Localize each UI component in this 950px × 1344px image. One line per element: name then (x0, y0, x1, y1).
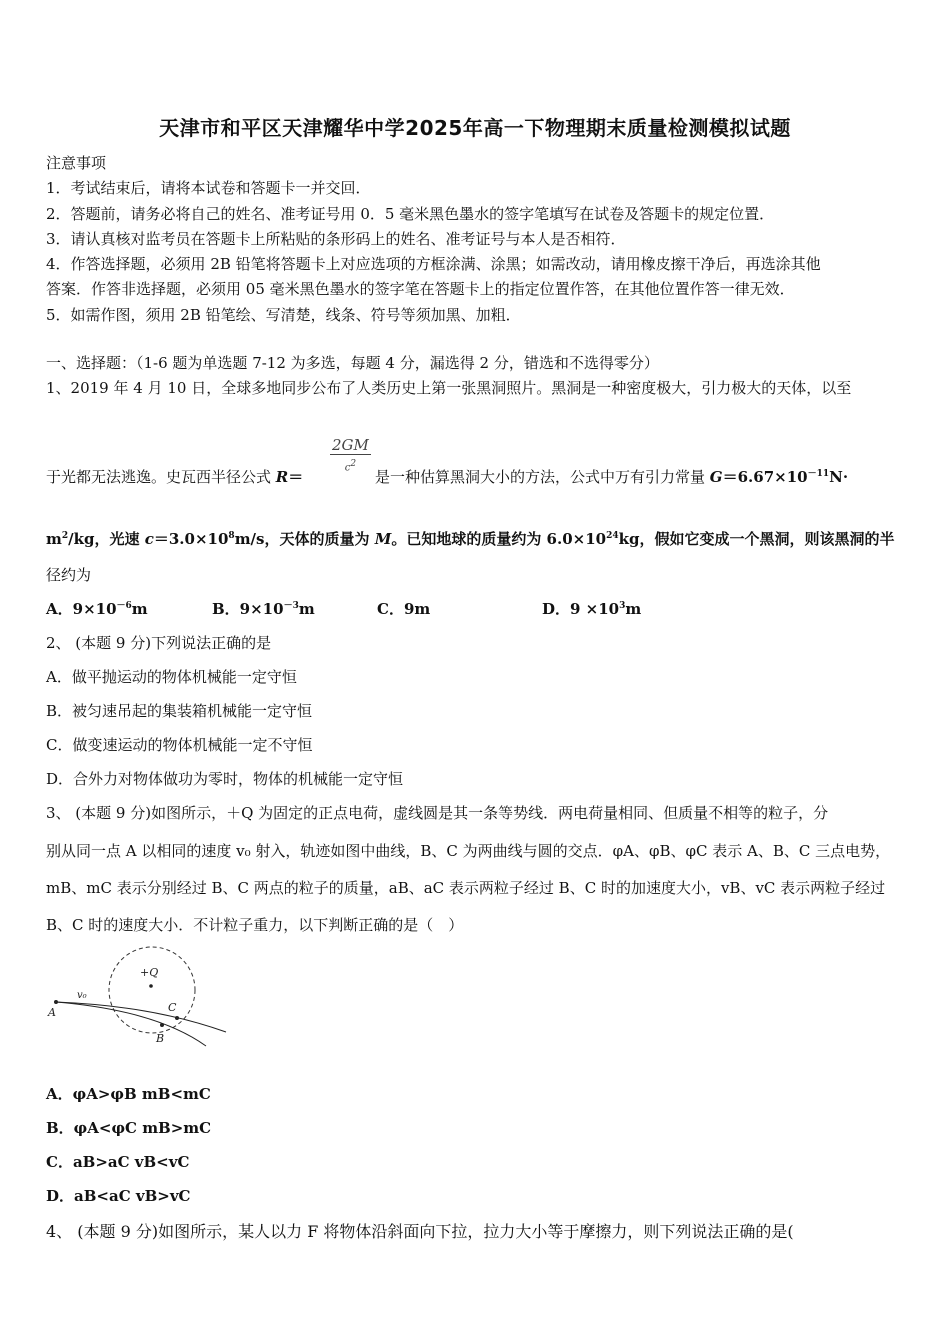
q1-stem-line1: 1、2019 年 4 月 10 日，全球多地同步公布了人类历史上第一张黑洞照片。黑洞是一种密度极大，引力极大的天体，以至 (46, 379, 852, 397)
q3-option-d[interactable]: D．aB<aC vB>vC (46, 1187, 191, 1205)
page-title: 天津市和平区天津耀华中学2025年高一下物理期末质量检测模拟试题 (159, 116, 791, 140)
notice-item: 2．答题前，请务必将自己的姓名、准考证号用 0．5 毫米黑色墨水的签字笔填写在试卷及答题卡的规定位置． (46, 205, 775, 223)
q2-option-b[interactable]: B．被匀速吊起的集装箱机械能一定守恒 (46, 702, 313, 720)
q3-option-a[interactable]: A．φA>φB mB<mC (46, 1085, 211, 1103)
q1-stem-line2b: 是一种估算黑洞大小的方法，公式中万有引力常量 $G=6.67\times 10^{-11}N\cdot$ (375, 468, 849, 486)
q2-option-a[interactable]: A．做平抛运动的物体机械能一定守恒 (46, 668, 297, 686)
label-a: A (48, 1006, 56, 1019)
q3-option-c[interactable]: C．aB>aC vB<vC (46, 1153, 190, 1171)
q2-stem: 2、 (本题 9 分)下列说法正确的是 (46, 634, 272, 652)
notice-item: 1．考试结束后，请将本试卷和答题卡一并交回． (46, 179, 371, 197)
notice-heading: 注意事项 (46, 154, 107, 172)
q1-stem-line2a: 于光都无法逃逸。史瓦西半径公式 R＝ (46, 468, 304, 486)
notice-item: 4．作答选择题，必须用 2B 铅笔将答题卡上对应选项的方框涂满、涂黑；如需改动，请用橡皮擦干净后，再选涂其他 (46, 255, 821, 273)
q2-option-d[interactable]: D．合外力对物体做功为零时，物体的机械能一定守恒 (46, 770, 404, 788)
q2-option-c[interactable]: C．做变速运动的物体机械能一定不守恒 (46, 736, 313, 754)
point-b (160, 1023, 164, 1027)
label-c: C (168, 1001, 177, 1014)
trajectory-c (56, 1002, 226, 1032)
q3-figure (44, 946, 234, 1051)
point-a (54, 1000, 58, 1004)
q1-option-b[interactable]: B．$9\times 10^{-3}m$ (212, 600, 315, 618)
q1-stem-line3: $m^2/kg$，光速 $c=3.0\times 10^8m/s$，天体的质量为 M。已知地球的质量约为 $6.0\times 10^{24}kg$，假如它变成一个黑洞，则该黑洞的半 (46, 530, 895, 548)
q3-stem-line3: mB、mC 表示分别经过 B、C 两点的粒子的质量，aB、aC 表示两粒子经过 B、C 时的加速度大小，vB、vC 表示两粒子经过 (46, 879, 886, 897)
section-heading: 一、选择题：（1-6 题为单选题 7-12 为多选，每题 4 分，漏选得 2 分，错选和不选得零分） (46, 354, 659, 372)
schwarzschild-formula: 2GM $c^2$ (332, 436, 369, 474)
q1-option-a[interactable]: A．$9\times 10^{-6}m$ (46, 600, 148, 618)
q3-stem-line2: 别从同一点 A 以相同的速度 v₀ 射入，轨迹如图中曲线，B、C 为两曲线与圆的交点．φA、φB、φC 表示 A、B、C 三点电势， (46, 842, 891, 860)
point-c (175, 1016, 179, 1020)
q4-stem: 4、 (本题 9 分)如图所示，某人以力 F 将物体沿斜面向下拉，拉力大小等于摩擦力，则下列说法正确的是( (46, 1222, 794, 1241)
notice-item: 5．如需作图，须用 2B 铅笔绘、写清楚，线条、符号等须加黑、加粗． (46, 306, 521, 324)
charge-label: +Q (140, 966, 159, 979)
q1-stem-line4: 径约为 (46, 566, 92, 584)
notice-item: 答案．作答非选择题，必须用 05 毫米黑色墨水的签字笔在答题卡上的指定位置作答，在其他位置作答一律无效． (46, 280, 795, 298)
q1-option-d[interactable]: D．$9 \times 10^3m$ (542, 600, 642, 618)
q1-option-c[interactable]: C．9m (377, 600, 431, 618)
notice-item: 3．请认真核对监考员在答题卡上所粘贴的条形码上的姓名、准考证号与本人是否相符． (46, 230, 626, 248)
label-v0: v₀ (77, 990, 87, 1001)
q3-stem-line1: 3、 (本题 9 分)如图所示，＋Q 为固定的正点电荷，虚线圆是其一条等势线．两电荷量相同、但质量不相等的粒子，分 (46, 804, 829, 822)
point-charge (149, 984, 153, 988)
q3-stem-line4: B、C 时的速度大小．不计粒子重力，以下判断正确的是（ ） (46, 916, 464, 934)
q3-option-b[interactable]: B．φA<φC mB>mC (46, 1119, 212, 1137)
label-b: B (156, 1032, 165, 1045)
